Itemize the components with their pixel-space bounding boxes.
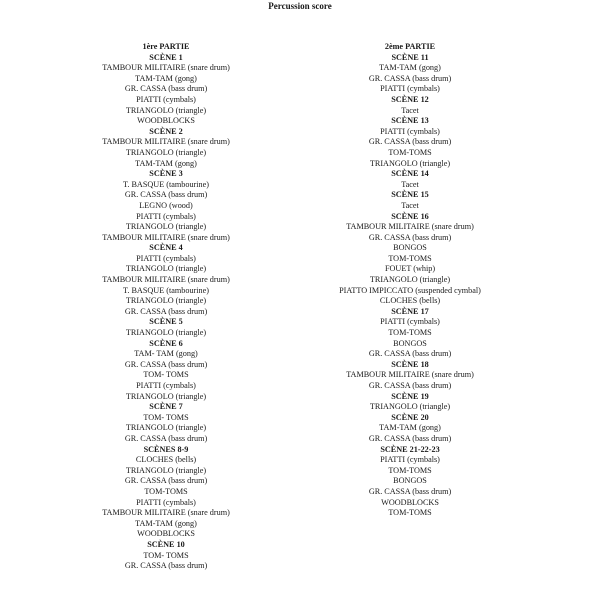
right-instrument: GR. CASSA (bass drum) [368,349,452,359]
right-heading: SCÈNE 12 [391,94,429,104]
right-instrument: PIATTI (cymbals) [380,84,440,94]
right-instrument: Tacet [401,179,419,189]
left-instrument: TRIANGOLO (triangle) [125,105,207,115]
first-part-column [46,42,286,572]
right-instrument: WOODBLOCKS [381,497,439,507]
left-instrument: GR. CASSA (bass drum) [124,190,208,200]
left-instrument: GR. CASSA (bass drum) [124,306,208,316]
left-instrument: TAMBOUR MILITAIRE (snare drum) [102,137,230,147]
left-instrument: PIATTI (cymbals) [136,253,196,263]
left-instrument: TRIANGOLO (triangle) [125,423,207,433]
left-instrument: TRIANGOLO (triangle) [125,296,207,306]
left-instrument: TOM- TOMS [143,550,189,560]
right-instrument: TRIANGOLO (triangle) [369,275,451,285]
left-instrument: GR. CASSA (bass drum) [124,359,208,369]
left-instrument: TAMBOUR MILITAIRE (snare drum) [102,508,230,518]
right-instrument: TRIANGOLO (triangle) [369,158,451,168]
right-heading: SCÈNE 13 [391,116,429,126]
left-instrument: TAMBOUR MILITAIRE (snare drum) [102,275,230,285]
right-instrument: TOM-TOMS [388,328,432,338]
left-instrument: TAM-TAM (gong) [135,518,197,528]
right-instrument: Tacet [401,200,419,210]
right-instrument: GR. CASSA (bass drum) [368,232,452,242]
right-instrument: BONGOS [393,476,427,486]
left-heading: 1ère PARTIE [142,42,190,51]
right-heading: SCÈNE 20 [391,412,429,422]
right-heading: SCÈNE 16 [391,211,429,221]
left-heading: SCÈNE 10 [147,539,185,549]
left-instrument: GR. CASSA (bass drum) [124,561,208,571]
right-instrument: GR. CASSA (bass drum) [368,486,452,496]
right-heading: SCÈNE 11 [391,52,429,62]
right-instrument: TAMBOUR MILITAIRE (snare drum) [346,370,474,380]
right-instrument: BONGOS [393,243,427,253]
left-instrument: TRIANGOLO (triangle) [125,328,207,338]
left-instrument: TAMBOUR MILITAIRE (snare drum) [102,63,230,73]
right-heading: SCÈNE 15 [391,190,429,200]
left-heading: SCÈNE 1 [149,52,183,62]
left-instrument: PIATTI (cymbals) [136,497,196,507]
right-instrument: GR. CASSA (bass drum) [368,433,452,443]
left-instrument: T. BASQUE (tambourine) [122,179,210,189]
right-heading: SCÈNE 19 [391,391,429,401]
page-title: Percussion score [268,1,332,11]
left-instrument: GR. CASSA (bass drum) [124,84,208,94]
right-instrument: GR. CASSA (bass drum) [368,381,452,390]
right-instrument: PIATTI (cymbals) [380,455,440,465]
left-heading: SCÈNE 4 [149,243,183,253]
right-instrument: TAM-TAM (gong) [379,63,441,73]
left-instrument: TOM- TOMS [143,370,189,380]
left-heading: SCÈNE 5 [149,317,183,327]
left-instrument: TRIANGOLO (triangle) [125,391,207,401]
left-instrument: WOODBLOCKS [137,529,195,539]
right-instrument: CLOCHES (bells) [379,296,441,306]
left-instrument: TAMBOUR MILITAIRE (snare drum) [102,232,230,242]
left-instrument: WOODBLOCKS [137,116,195,126]
left-instrument: TRIANGOLO (triangle) [125,465,207,475]
left-instrument: PIATTI (cymbals) [136,211,196,221]
right-heading: SCÈNE 14 [391,169,429,179]
right-instrument: GR. CASSA (bass drum) [368,137,452,147]
right-instrument: TAMBOUR MILITAIRE (snare drum) [346,222,474,232]
right-instrument: PIATTI (cymbals) [380,317,440,327]
left-heading: SCÈNE 3 [149,169,183,179]
right-heading: SCÈNE 17 [391,306,429,316]
right-instrument: Tacet [401,105,419,115]
left-instrument: TRIANGOLO (triangle) [125,264,207,274]
right-instrument: FOUET (whip) [384,264,436,274]
right-instrument: PIATTO IMPICCATO (suspended cymbal) [339,285,481,295]
left-instrument: CLOCHES (bells) [135,455,197,465]
left-heading: SCÈNE 6 [149,338,183,348]
left-heading: SCÈNE 7 [149,402,183,412]
left-instrument: LEGNO (wood) [139,200,193,210]
left-instrument: TOM-TOMS [144,486,188,496]
right-instrument: TOM-TOMS [388,253,432,263]
left-instrument: TAM- TAM (gong) [134,349,198,359]
right-instrument: PIATTI (cymbals) [380,126,440,136]
right-instrument: BONGOS [393,338,427,348]
left-instrument: T. BASQUE (tambourine) [122,285,210,295]
left-instrument: TRIANGOLO (triangle) [125,147,207,157]
left-instrument: TAM-TAM (gong) [135,73,197,83]
left-instrument: GR. CASSA (bass drum) [124,433,208,443]
right-instrument: TOM-TOMS [388,508,432,518]
left-instrument: TRIANGOLO (triangle) [125,222,207,232]
left-heading: SCÈNE 2 [149,126,183,136]
left-instrument: TAM-TAM (gong) [135,158,197,168]
second-part-column [290,42,530,519]
right-instrument: GR. CASSA (bass drum) [368,73,452,83]
right-instrument: TAM-TAM (gong) [379,423,441,433]
left-instrument: GR. CASSA (bass drum) [124,476,208,486]
right-instrument: TRIANGOLO (triangle) [369,402,451,412]
right-instrument: TOM-TOMS [388,465,432,475]
left-instrument: PIATTI (cymbals) [136,94,196,104]
left-instrument: PIATTI (cymbals) [136,381,196,390]
right-heading: 2ème PARTIE [384,42,436,51]
right-heading: SCÈNE 18 [391,359,429,369]
left-heading: SCÈNES 8-9 [143,444,189,454]
right-heading: SCÈNE 21-22-23 [380,444,440,454]
left-instrument: TOM- TOMS [143,412,189,422]
right-instrument: TOM-TOMS [388,147,432,157]
